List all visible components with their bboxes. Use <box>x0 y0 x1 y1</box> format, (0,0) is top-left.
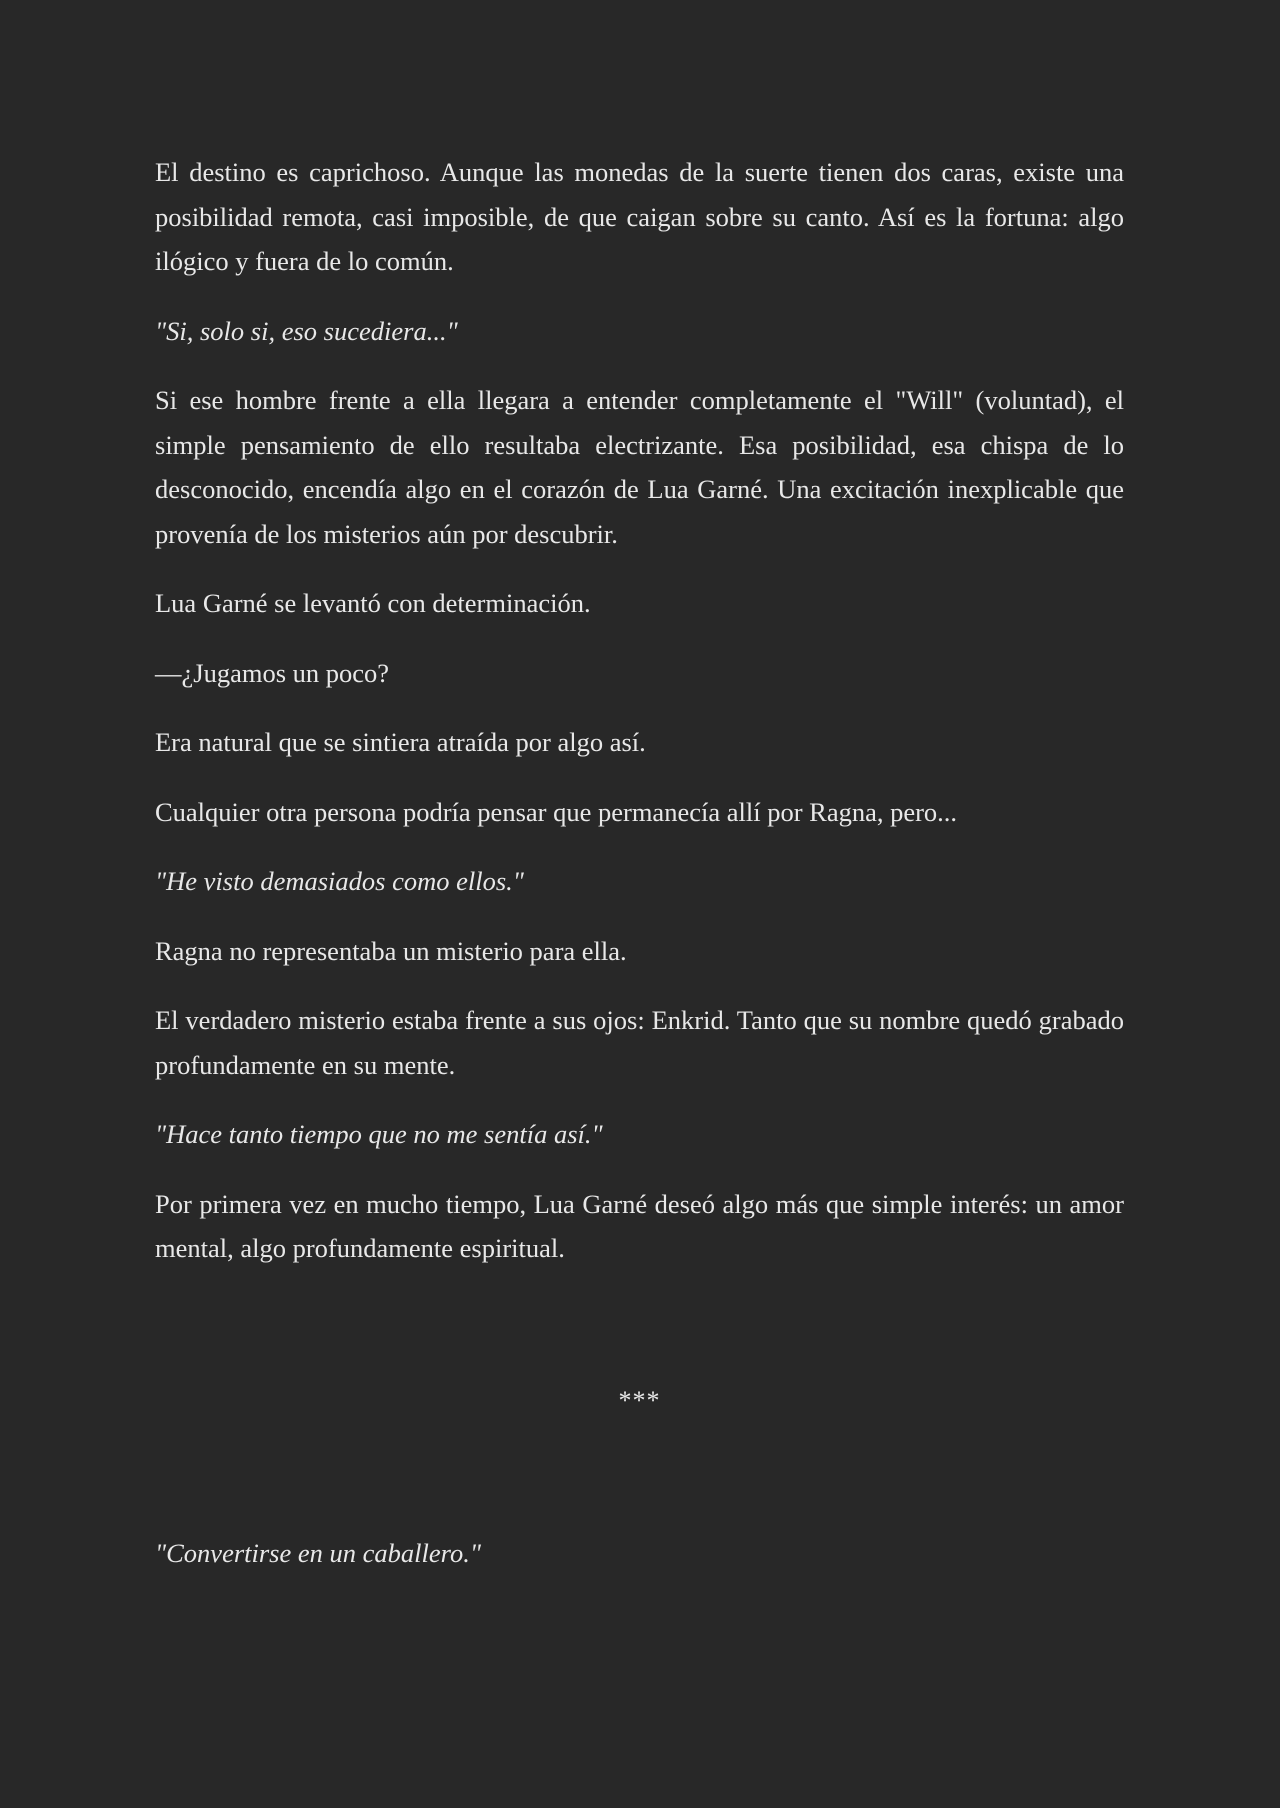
paragraph: El verdadero misterio estaba frente a sus ojos: Enkrid. Tanto que su nombre quedó grabado profundamente en su mente. <box>155 1005 1124 1080</box>
paragraph: Era natural que se sintiera atraída por algo así. <box>155 727 646 757</box>
scene-break-divider: *** <box>618 1385 661 1415</box>
paragraph: Cualquier otra persona podría pensar que permanecía allí por Ragna, pero... <box>155 796 958 827</box>
paragraph-thought: "Convertirse en un caballero." <box>155 1537 481 1568</box>
paragraph: Si ese hombre frente a ella llegara a entender completamente el "Will" (voluntad), el simple pensamiento de ello resultaba electrizante. Esa posibilidad, esa chispa de lo desconocido, encendía algo en el corazón de Lua Garné. Una excitación inexplicable que provenía de los misterios aún por descubrir. <box>155 385 1124 549</box>
chapter-text-continued <box>155 1531 1124 1576</box>
paragraph: El destino es caprichoso. Aunque las monedas de la suerte tienen dos caras, existe una posibilidad remota, casi imposible, de que caigan sobre su canto. Así es la fortuna: algo ilógico y fuera de lo común. <box>155 157 1124 276</box>
paragraph-thought: "Hace tanto tiempo que no me sentía así." <box>155 1119 603 1149</box>
paragraph-thought: "He visto demasiados como ellos." <box>155 866 524 896</box>
paragraph-dialogue: —¿Jugamos un poco? <box>155 657 390 688</box>
paragraph: Ragna no representaba un misterio para ella. <box>155 935 627 966</box>
chapter-text <box>155 150 1124 1271</box>
paragraph: Por primera vez en mucho tiempo, Lua Garné deseó algo más que simple interés: un amor mental, algo profundamente espiritual. <box>155 1188 1124 1263</box>
paragraph: Lua Garné se levantó con determinación. <box>155 588 591 618</box>
paragraph-thought: "Si, solo si, eso sucediera..." <box>155 315 458 346</box>
